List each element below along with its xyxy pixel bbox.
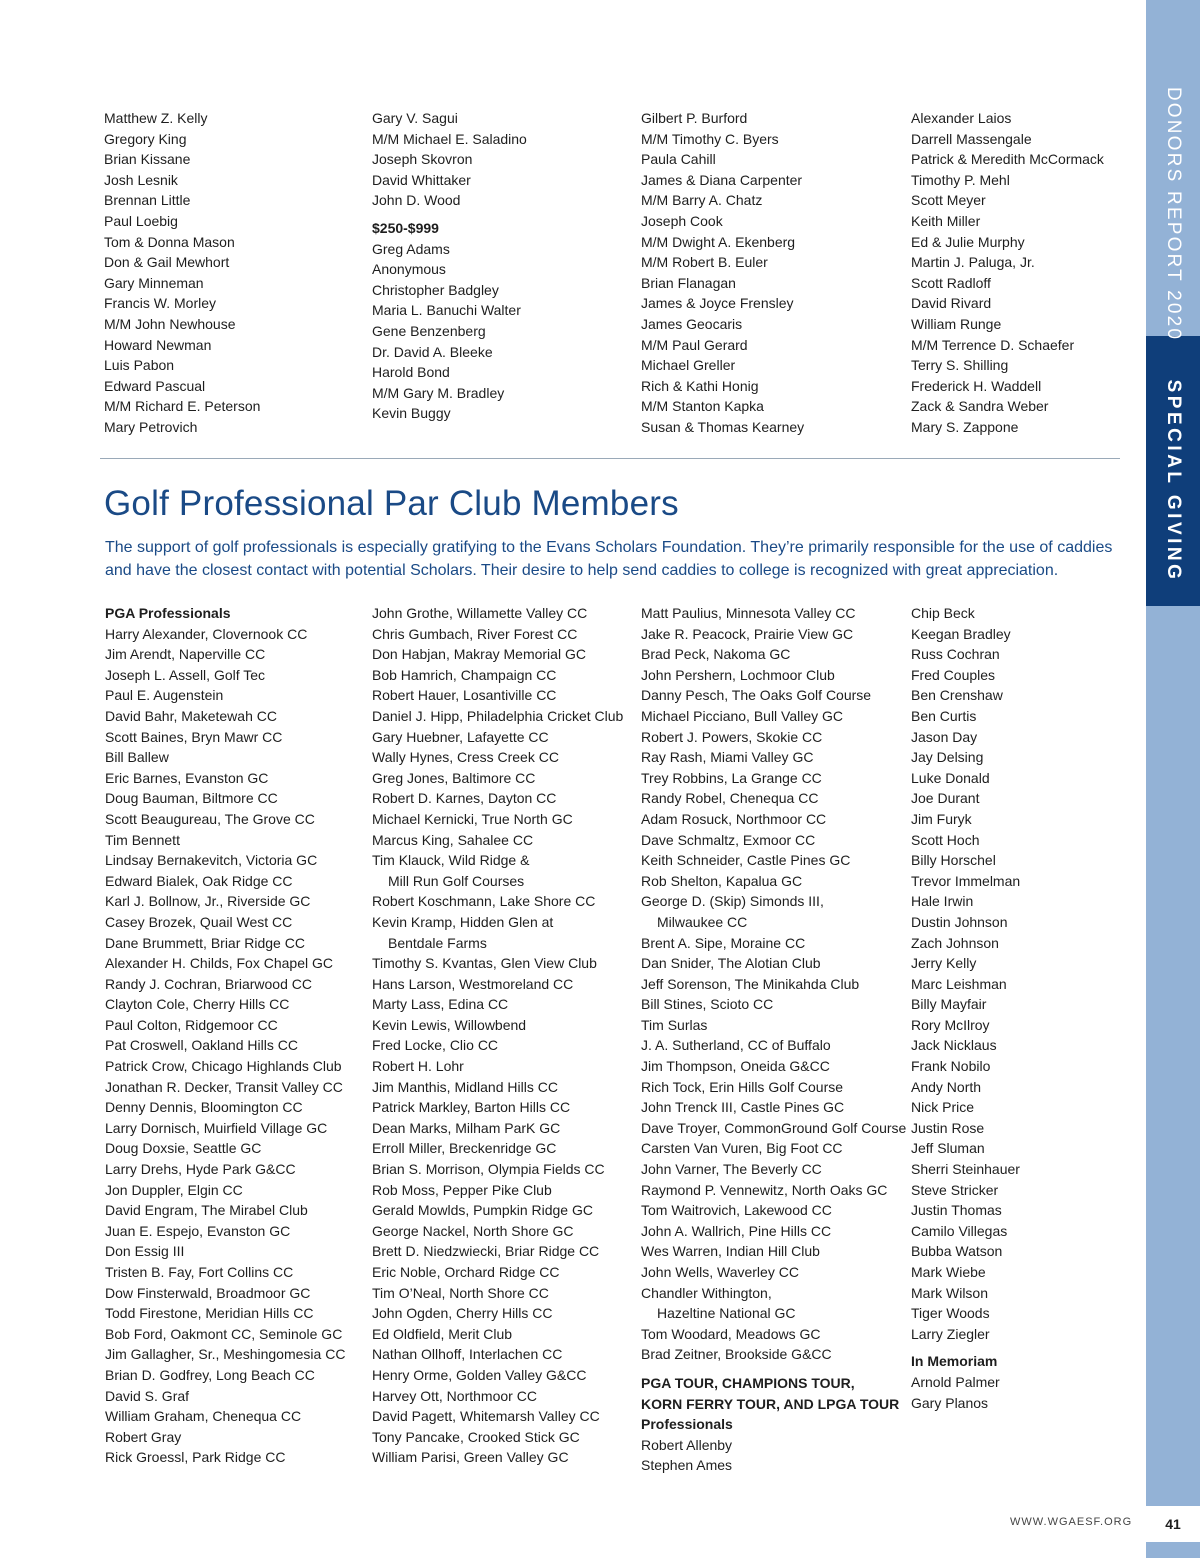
donor-column-4 [911, 108, 1173, 438]
donor-name: M/M Gary M. Bradley [372, 384, 505, 401]
member-entry: Jim Furyk [911, 810, 972, 827]
member-entry: Hans Larson, Westmoreland CC [372, 975, 574, 992]
donor-name: Paula Cahill [641, 151, 716, 168]
member-entry: Nick Price [911, 1099, 975, 1116]
donor-name: David Whittaker [372, 171, 471, 188]
member-entry: Luke Donald [911, 769, 990, 786]
member-entry: Billy Mayfair [911, 996, 987, 1013]
donor-name: Greg Adams [372, 240, 450, 257]
member-entry: Dave Troyer, CommonGround Golf Course [641, 1119, 907, 1136]
member-entry: Bubba Watson [911, 1243, 1003, 1260]
member-entry: Camilo Villegas [911, 1222, 1008, 1239]
member-entry: Dustin Johnson [911, 913, 1008, 930]
donor-name: Frederick H. Waddell [911, 377, 1042, 394]
donor-name: Howard Newman [104, 336, 212, 353]
section-intro: The support of golf professionals is especially gratifying to the Evans Scholars Foundation. They’re primarily responsible for the use of caddies and have the closest contact with potential Scholars. Their desire to help send caddies to college is recognized with great appreciation. [105, 539, 1113, 579]
member-entry: Timothy S. Kvantas, Glen View Club [372, 955, 597, 972]
member-entry: Marcus King, Sahalee CC [372, 831, 534, 848]
donor-name: Terry S. Shilling [911, 357, 1009, 374]
member-entry: Tony Pancake, Crooked Stick GC [372, 1428, 580, 1445]
donor-name: M/M Terrence D. Schaefer [911, 336, 1075, 353]
member-entry: Ed Oldfield, Merit Club [372, 1325, 513, 1342]
member-entry: Chip Beck [911, 605, 975, 621]
member-entry: John A. Wallrich, Pine Hills CC [641, 1222, 832, 1239]
tour-professionals-heading: PGA TOUR, CHAMPIONS TOUR, [641, 1374, 855, 1391]
donation-tier-heading: $250-$999 [372, 219, 439, 236]
donor-name: M/M Barry A. Chatz [641, 192, 763, 209]
member-entry: Tom Woodard, Meadows GC [641, 1325, 821, 1342]
donors-report-label: DONORS REPORT 2020 [1163, 86, 1184, 342]
pga-professionals-heading: PGA Professionals [105, 605, 231, 621]
member-entry: Sherri Steinhauer [911, 1161, 1020, 1178]
member-entry: Jonathan R. Decker, Transit Valley CC [105, 1078, 343, 1095]
member-entry: Rory McIlroy [911, 1016, 990, 1033]
member-entry: Patrick Crow, Chicago Highlands Club [105, 1058, 342, 1075]
member-entry: Bentdale Farms [388, 934, 487, 951]
member-entry: Chris Gumbach, River Forest CC [372, 625, 578, 642]
member-entry: Jeff Sorenson, The Minikahda Club [641, 975, 860, 992]
member-entry: Scott Beaugureau, The Grove CC [105, 810, 315, 827]
member-entry: Chandler Withington, [641, 1284, 772, 1301]
donor-name: Anonymous [372, 261, 446, 278]
member-entry: David Bahr, Maketewah CC [105, 707, 277, 724]
member-entry: Adam Rosuck, Northmoor CC [641, 810, 827, 827]
special-giving-label: SPECIAL GIVING [1163, 379, 1184, 583]
donor-name: Gregory King [104, 130, 187, 147]
member-entry: David S. Graf [105, 1387, 190, 1404]
member-entry: Randy Robel, Chenequa CC [641, 790, 819, 807]
member-entry: John Wells, Waverley CC [641, 1264, 799, 1280]
member-entry: Paul Colton, Ridgemoor CC [105, 1016, 278, 1033]
donor-name: Gene Benzenberg [372, 322, 486, 339]
member-entry: Don Habjan, Makray Memorial GC [372, 646, 586, 663]
member-entry: Bob Hamrich, Champaign CC [372, 666, 557, 683]
member-entry: Larry Dornisch, Muirfield Village GC [105, 1119, 328, 1136]
donor-name: Dr. David A. Bleeke [372, 343, 493, 360]
member-entry: Marty Lass, Edina CC [372, 996, 509, 1013]
donor-column-1 [104, 108, 366, 438]
donor-name: Don & Gail Mewhort [104, 254, 230, 271]
donor-name: Tom & Donna Mason [104, 233, 235, 250]
donor-name: M/M Robert B. Euler [641, 254, 768, 271]
member-entry: Matt Paulius, Minnesota Valley CC [641, 605, 856, 621]
member-entry: Russ Cochran [911, 646, 1000, 663]
member-entry: Robert Gray [105, 1428, 182, 1445]
member-entry: Paul E. Augenstein [105, 687, 224, 704]
donor-name: Gilbert P. Burford [641, 110, 748, 126]
member-entry: Joseph L. Assell, Golf Tec [105, 666, 266, 683]
member-entry: Larry Ziegler [911, 1325, 990, 1342]
member-entry: Brent A. Sipe, Moraine CC [641, 934, 806, 951]
member-entry: Raymond P. Vennewitz, North Oaks GC [641, 1181, 888, 1198]
member-entry: Larry Drehs, Hyde Park G&CC [105, 1161, 296, 1178]
member-entry: Jon Duppler, Elgin CC [105, 1181, 243, 1198]
donor-name: Joseph Cook [641, 212, 723, 229]
member-entry: Rich Tock, Erin Hills Golf Course [641, 1078, 844, 1095]
donor-name: M/M John Newhouse [104, 315, 236, 332]
member-entry: Justin Thomas [911, 1202, 1002, 1219]
member-entry: Juan E. Espejo, Evanston GC [105, 1222, 291, 1239]
donor-name: Harold Bond [372, 364, 450, 381]
member-entry: Jake R. Peacock, Prairie View GC [641, 625, 854, 642]
donor-name: Matthew Z. Kelly [104, 110, 208, 126]
member-entry: Dave Schmaltz, Exmoor CC [641, 831, 816, 848]
member-entry: Scott Hoch [911, 831, 980, 848]
member-entry: Justin Rose [911, 1119, 985, 1136]
member-entry: Dane Brummett, Briar Ridge CC [105, 934, 305, 951]
member-entry: John Grothe, Willamette Valley CC [372, 605, 588, 621]
member-entry: Gerald Mowlds, Pumpkin Ridge GC [372, 1202, 593, 1219]
donor-name: Christopher Badgley [372, 281, 499, 298]
donor-name: Gary V. Sagui [372, 110, 458, 126]
member-entry: Wes Warren, Indian Hill Club [641, 1243, 820, 1260]
member-entry: Jay Delsing [911, 749, 984, 766]
member-entry: John Ogden, Cherry Hills CC [372, 1305, 553, 1322]
donor-name: Joseph Skovron [372, 151, 473, 168]
member-entry: Harry Alexander, Clovernook CC [105, 625, 308, 642]
member-entry: Jeff Sluman [911, 1140, 985, 1157]
donor-name: Brennan Little [104, 192, 191, 209]
member-entry: Robert D. Karnes, Dayton CC [372, 790, 557, 807]
member-entry: John Trenck III, Castle Pines GC [641, 1099, 845, 1116]
member-entry: Mill Run Golf Courses [388, 872, 525, 889]
in-memoriam-heading: In Memoriam [911, 1353, 998, 1370]
member-entry: Pat Croswell, Oakland Hills CC [105, 1037, 298, 1054]
donor-name: James & Diana Carpenter [641, 171, 803, 188]
member-entry: Tim O’Neal, North Shore CC [372, 1284, 549, 1301]
member-entry: Trevor Immelman [911, 872, 1021, 889]
member-entry: Clayton Cole, Cherry Hills CC [105, 996, 290, 1013]
member-entry: Fred Locke, Clio CC [372, 1037, 499, 1054]
member-entry: Jerry Kelly [911, 955, 977, 972]
member-entry: Erroll Miller, Breckenridge GC [372, 1140, 557, 1157]
member-entry: Brad Peck, Nakoma GC [641, 646, 791, 663]
member-entry: Ben Curtis [911, 707, 977, 724]
member-entry: Harvey Ott, Northmoor CC [372, 1387, 537, 1404]
member-entry: Dow Finsterwald, Broadmoor GC [105, 1284, 311, 1301]
donor-name: M/M Stanton Kapka [641, 398, 764, 415]
member-entry: Mark Wilson [911, 1284, 989, 1301]
member-column-1 [105, 603, 367, 1468]
donor-name: Ed & Julie Murphy [911, 233, 1025, 250]
member-entry: Joe Durant [911, 790, 980, 807]
donor-name: Darrell Massengale [911, 130, 1032, 147]
member-entry: Brian D. Godfrey, Long Beach CC [105, 1366, 315, 1383]
member-entry: Robert H. Lohr [372, 1058, 464, 1075]
member-entry: Jim Gallagher, Sr., Meshingomesia CC [105, 1346, 346, 1363]
member-entry: Robert Koschmann, Lake Shore CC [372, 893, 596, 910]
member-entry: Robert J. Powers, Skokie CC [641, 728, 823, 745]
member-entry: Keegan Bradley [911, 625, 1011, 642]
website-url: WWW.WGAESF.ORG [1010, 1516, 1133, 1528]
member-entry: David Pagett, Whitemarsh Valley CC [372, 1408, 600, 1425]
member-entry: Casey Brozek, Quail West CC [105, 913, 293, 930]
member-entry: Jack Nicklaus [911, 1037, 997, 1054]
member-entry: Todd Firestone, Meridian Hills CC [105, 1305, 314, 1322]
member-entry: Stephen Ames [641, 1457, 733, 1474]
member-entry: Michael Picciano, Bull Valley GC [641, 707, 844, 724]
member-entry: Brett D. Niedzwiecki, Briar Ridge CC [372, 1243, 600, 1260]
donor-name: James & Joyce Frensley [641, 295, 794, 312]
member-entry: Doug Doxsie, Seattle GC [105, 1140, 262, 1157]
member-entry: Trey Robbins, La Grange CC [641, 769, 822, 786]
donor-name: James Geocaris [641, 315, 743, 332]
member-entry: Eric Barnes, Evanston GC [105, 769, 269, 786]
donor-name: Scott Radloff [911, 274, 991, 291]
member-entry: Hale Irwin [911, 893, 974, 910]
member-entry: Tim Bennett [105, 831, 180, 848]
donor-name: Gary Minneman [104, 274, 204, 291]
member-entry: Patrick Markley, Barton Hills CC [372, 1099, 571, 1116]
member-entry: Brad Zeitner, Brookside G&CC [641, 1346, 832, 1363]
member-entry: John Pershern, Lochmoor Club [641, 666, 835, 683]
member-entry: Jim Thompson, Oneida G&CC [641, 1058, 830, 1075]
donor-name: Mary Petrovich [104, 418, 198, 435]
memoriam-entry: Arnold Palmer [911, 1373, 1000, 1390]
member-entry: Billy Horschel [911, 852, 996, 869]
member-entry: George D. (Skip) Simonds III, [641, 893, 824, 910]
member-entry: Daniel J. Hipp, Philadelphia Cricket Club [372, 707, 624, 724]
member-entry: Kevin Kramp, Hidden Glen at [372, 913, 554, 930]
donor-name: Maria L. Banuchi Walter [372, 302, 521, 319]
donor-name: Scott Meyer [911, 192, 986, 209]
donor-name: Kevin Buggy [372, 405, 451, 422]
member-entry: Dean Marks, Milham ParK GC [372, 1119, 561, 1136]
member-entry: Hazeltine National GC [657, 1305, 796, 1322]
member-entry: Alexander H. Childs, Fox Chapel GC [105, 955, 333, 972]
member-entry: John Varner, The Beverly CC [641, 1161, 822, 1178]
donor-name: Mary S. Zappone [911, 418, 1019, 435]
member-entry: Ray Rash, Miami Valley GC [641, 749, 814, 766]
member-entry: Frank Nobilo [911, 1058, 991, 1075]
donor-column-3 [641, 108, 903, 438]
member-entry: Tom Waitrovich, Lakewood CC [641, 1202, 832, 1219]
member-entry: Wally Hynes, Cress Creek CC [372, 749, 559, 766]
donor-name: M/M Paul Gerard [641, 336, 748, 353]
member-entry: Bill Ballew [105, 749, 169, 766]
member-entry: Jim Manthis, Midland Hills CC [372, 1078, 558, 1095]
donor-name: Luis Pabon [104, 357, 175, 374]
member-entry: Bill Stines, Scioto CC [641, 996, 774, 1013]
member-entry: Tim Surlas [641, 1016, 708, 1033]
memoriam-entry: Gary Planos [911, 1394, 989, 1411]
member-entry: Tristen B. Fay, Fort Collins CC [105, 1264, 294, 1280]
member-entry: Rob Shelton, Kapalua GC [641, 872, 803, 889]
page-number: 41 [1165, 1516, 1181, 1532]
member-entry: Eric Noble, Orchard Ridge CC [372, 1264, 560, 1280]
member-entry: J. A. Sutherland, CC of Buffalo [641, 1037, 831, 1054]
member-entry: Keith Schneider, Castle Pines GC [641, 852, 851, 869]
member-entry: David Engram, The Mirabel Club [105, 1202, 308, 1219]
member-entry: Kevin Lewis, Willowbend [372, 1016, 527, 1033]
tour-professionals-heading: KORN FERRY TOUR, AND LPGA TOUR [641, 1395, 900, 1412]
member-entry: Robert Hauer, Losantiville CC [372, 687, 557, 704]
member-column-2 [372, 603, 634, 1468]
donor-name: Timothy P. Mehl [911, 171, 1010, 188]
donor-name: Francis W. Morley [104, 295, 217, 312]
donor-name: Brian Kissane [104, 151, 191, 168]
member-entry: Rick Groessl, Park Ridge CC [105, 1449, 286, 1466]
member-entry: Rob Moss, Pepper Pike Club [372, 1181, 552, 1198]
member-column-4 [911, 603, 1173, 1413]
member-entry: Denny Dennis, Bloomington CC [105, 1099, 303, 1116]
donor-name: Martin J. Paluga, Jr. [911, 254, 1035, 271]
member-entry: Lindsay Bernakevitch, Victoria GC [105, 852, 318, 869]
donor-name: David Rivard [911, 295, 992, 312]
donor-name: M/M Richard E. Peterson [104, 398, 261, 415]
member-entry: Fred Couples [911, 666, 996, 683]
member-entry: Jim Arendt, Naperville CC [105, 646, 266, 663]
member-entry: Dan Snider, The Alotian Club [641, 955, 821, 972]
member-entry: Carsten Van Vuren, Big Foot CC [641, 1140, 843, 1157]
donor-name: Zack & Sandra Weber [911, 398, 1049, 415]
member-entry: Randy J. Cochran, Briarwood CC [105, 975, 312, 992]
member-entry: Karl J. Bollnow, Jr., Riverside GC [105, 893, 311, 910]
member-entry: Milwaukee CC [657, 913, 748, 930]
donor-name: M/M Timothy C. Byers [641, 130, 779, 147]
member-entry: Jason Day [911, 728, 978, 745]
member-entry: George Nackel, North Shore GC [372, 1222, 574, 1239]
donor-name: Michael Greller [641, 357, 736, 374]
member-entry: Brian S. Morrison, Olympia Fields CC [372, 1161, 605, 1178]
member-entry: Scott Baines, Bryn Mawr CC [105, 728, 283, 745]
member-entry: William Parisi, Green Valley GC [372, 1449, 569, 1466]
member-entry: Greg Jones, Baltimore CC [372, 769, 536, 786]
section-title: Golf Professional Par Club Members [104, 484, 679, 523]
member-entry: Michael Kernicki, True North GC [372, 810, 573, 827]
donor-name: M/M Dwight A. Ekenberg [641, 233, 796, 250]
member-entry: Edward Bialek, Oak Ridge CC [105, 872, 293, 889]
member-entry: Mark Wiebe [911, 1264, 986, 1280]
member-column-3 [641, 603, 907, 1476]
donor-name: Susan & Thomas Kearney [641, 418, 805, 435]
member-entry: Tiger Woods [911, 1305, 990, 1322]
donor-name: John D. Wood [372, 192, 461, 209]
member-entry: Tim Klauck, Wild Ridge & [372, 852, 530, 869]
section-divider [100, 458, 1120, 459]
donor-name: William Runge [911, 315, 1002, 332]
donor-name: Rich & Kathi Honig [641, 377, 759, 394]
member-entry: Danny Pesch, The Oaks Golf Course [641, 687, 872, 704]
tour-professionals-heading: Professionals [641, 1416, 733, 1433]
donor-name: Keith Miller [911, 212, 981, 229]
member-entry: William Graham, Chenequa CC [105, 1408, 302, 1425]
member-entry: Marc Leishman [911, 975, 1007, 992]
donor-name: Josh Lesnik [104, 171, 178, 188]
member-entry: Robert Allenby [641, 1436, 733, 1453]
donor-name: Edward Pascual [104, 377, 206, 394]
donor-name: Patrick & Meredith McCormack [911, 151, 1104, 168]
member-entry: Don Essig III [105, 1243, 185, 1260]
member-entry: Henry Orme, Golden Valley G&CC [372, 1366, 587, 1383]
member-entry: Bob Ford, Oakmont CC, Seminole GC [105, 1325, 343, 1342]
donor-column-2 [372, 108, 634, 424]
page-number-box [1146, 1506, 1200, 1542]
member-entry: Nathan Ollhoff, Interlachen CC [372, 1346, 563, 1363]
member-entry: Gary Huebner, Lafayette CC [372, 728, 549, 745]
member-entry: Doug Bauman, Biltmore CC [105, 790, 278, 807]
donor-name: Alexander Laios [911, 110, 1012, 126]
member-entry: Steve Stricker [911, 1181, 999, 1198]
member-entry: Zach Johnson [911, 934, 999, 951]
donor-name: Brian Flanagan [641, 274, 736, 291]
member-entry: Ben Crenshaw [911, 687, 1003, 704]
member-entry: Andy North [911, 1078, 982, 1095]
donor-name: M/M Michael E. Saladino [372, 130, 527, 147]
donor-name: Paul Loebig [104, 212, 178, 229]
